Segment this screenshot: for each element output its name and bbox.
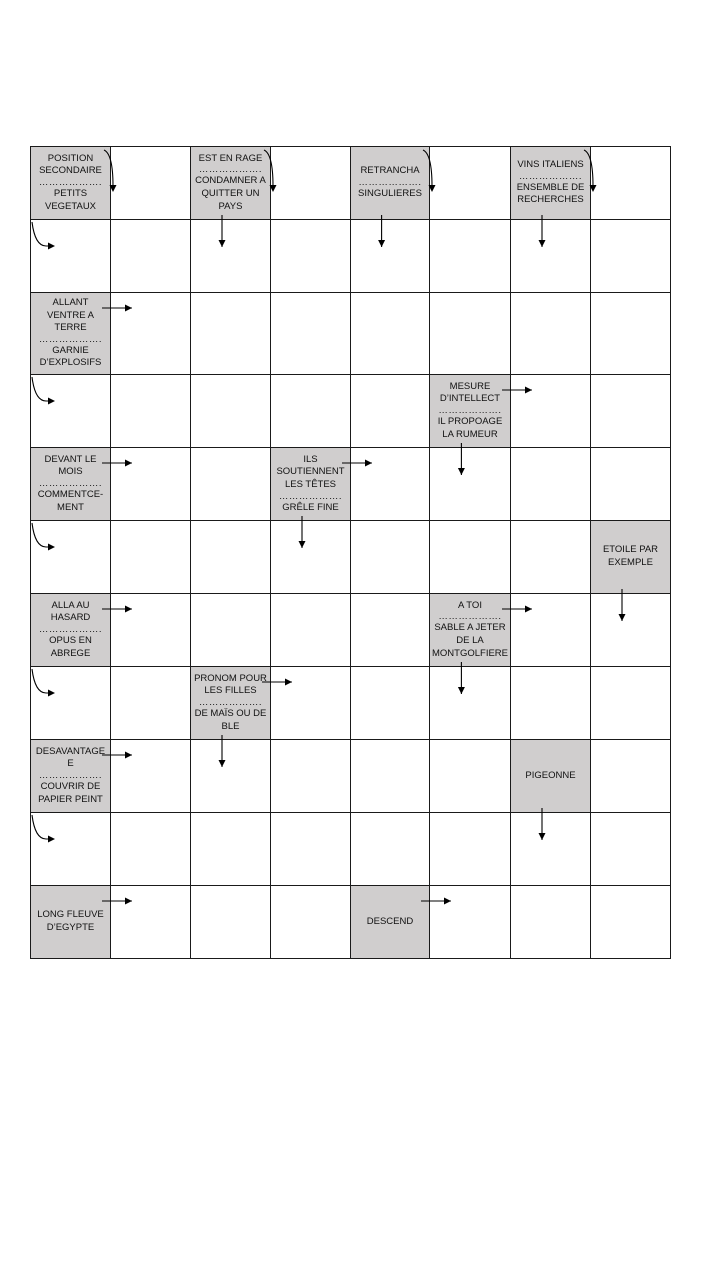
grid-row xyxy=(31,375,671,448)
clue-cell xyxy=(430,594,511,667)
answer-cell[interactable] xyxy=(31,667,111,740)
answer-cell[interactable] xyxy=(111,667,191,740)
answer-cell[interactable] xyxy=(271,375,351,448)
clue-separator: ………………. xyxy=(438,405,502,416)
clue-line: LONG FLEUVE xyxy=(37,909,104,921)
answer-cell[interactable] xyxy=(191,293,271,375)
clue-line: OPUS EN xyxy=(49,635,92,646)
clue-text xyxy=(430,600,510,660)
answer-cell[interactable] xyxy=(430,886,511,959)
answer-cell[interactable] xyxy=(191,594,271,667)
clue-text xyxy=(351,916,429,929)
answer-cell[interactable] xyxy=(271,147,351,220)
clue-line: GARNIE xyxy=(52,344,89,356)
clue-line: PAYS xyxy=(218,200,243,212)
grid-row xyxy=(31,740,671,813)
answer-cell[interactable] xyxy=(511,220,591,293)
answer-cell[interactable] xyxy=(591,813,671,886)
clue-text xyxy=(271,454,350,514)
answer-cell[interactable] xyxy=(191,448,271,521)
clue-line: MENT xyxy=(57,501,84,513)
grid-row xyxy=(31,813,671,886)
clue-separator: ………………. xyxy=(38,478,103,489)
clue-cell xyxy=(351,886,430,959)
clue-cell xyxy=(31,448,111,521)
clue-cell xyxy=(31,886,111,959)
clue-line: PETITS xyxy=(53,188,88,199)
answer-cell[interactable] xyxy=(111,594,191,667)
answer-cell[interactable] xyxy=(351,594,430,667)
answer-cell[interactable] xyxy=(271,813,351,886)
clue-cell xyxy=(31,293,111,375)
clue-line: TERRE xyxy=(54,322,87,334)
clue-separator: ………………. xyxy=(38,177,103,188)
answer-cell[interactable] xyxy=(111,886,191,959)
clue-line: EXEMPLE xyxy=(608,557,653,568)
clue-line: D’EGYPTE xyxy=(46,922,95,933)
clue-text xyxy=(31,746,110,806)
answer-cell[interactable] xyxy=(430,813,511,886)
answer-cell[interactable] xyxy=(31,813,111,886)
clue-text xyxy=(511,159,590,207)
clue-text xyxy=(191,153,270,213)
answer-cell[interactable] xyxy=(430,220,511,293)
clue-cell xyxy=(191,147,271,220)
clue-separator: ………………. xyxy=(198,697,263,708)
answer-cell[interactable] xyxy=(31,220,111,293)
clue-text xyxy=(31,153,110,213)
clue-line: COMMENTCE- xyxy=(37,489,104,500)
clue-line: LES FILLES xyxy=(204,685,257,697)
clue-line: DE MAÏS OU DE xyxy=(194,708,267,719)
clue-line: EST EN RAGE xyxy=(198,152,263,164)
clue-cell xyxy=(430,375,511,448)
answer-cell[interactable] xyxy=(511,293,591,375)
answer-cell[interactable] xyxy=(511,813,591,886)
answer-cell[interactable] xyxy=(351,220,430,293)
clue-line: MONTGOLFIERE xyxy=(432,647,509,659)
clue-cell xyxy=(511,740,591,813)
answer-cell[interactable] xyxy=(430,667,511,740)
clue-cell xyxy=(31,740,111,813)
clue-line: A TOI xyxy=(458,599,482,611)
clue-line: PAPIER PEINT xyxy=(38,793,103,805)
answer-cell[interactable] xyxy=(591,448,671,521)
clue-line: DE LA xyxy=(456,635,484,646)
clue-line: D’EXPLOSIFS xyxy=(39,357,102,369)
clue-line: ETOILE PAR xyxy=(602,544,659,556)
answer-cell[interactable] xyxy=(430,521,511,594)
answer-cell[interactable] xyxy=(511,886,591,959)
grid-row xyxy=(31,594,671,667)
clue-separator: ………………. xyxy=(518,170,583,182)
clue-line: VEGETAUX xyxy=(44,200,97,212)
clue-line: MESURE xyxy=(449,380,491,392)
clue-line: SINGULIERES xyxy=(358,188,422,199)
clue-line: SOUTIENNENT xyxy=(276,466,345,478)
clue-text xyxy=(430,381,510,441)
clue-cell xyxy=(271,448,351,521)
answer-cell[interactable] xyxy=(511,375,591,448)
clue-line: VENTRE A xyxy=(47,309,94,321)
clue-line: COUVRIR DE xyxy=(40,781,101,792)
clue-separator: ………………. xyxy=(38,333,103,345)
answer-cell[interactable] xyxy=(111,220,191,293)
answer-cell[interactable] xyxy=(271,740,351,813)
clue-line: BLE xyxy=(221,720,240,732)
grid-row xyxy=(31,147,671,220)
answer-cell[interactable] xyxy=(511,521,591,594)
answer-cell[interactable] xyxy=(591,594,671,667)
clue-line: LES TÊTES xyxy=(284,479,337,490)
grid-row xyxy=(31,448,671,521)
grid-row xyxy=(31,886,671,959)
answer-cell[interactable] xyxy=(111,147,191,220)
clue-line: ALLANT xyxy=(52,297,89,309)
clue-cell xyxy=(591,521,671,594)
answer-cell[interactable] xyxy=(591,220,671,293)
clue-separator: ………………. xyxy=(278,490,343,502)
answer-cell[interactable] xyxy=(351,293,430,375)
answer-cell[interactable] xyxy=(351,740,430,813)
answer-cell[interactable] xyxy=(191,740,271,813)
answer-cell[interactable] xyxy=(511,594,591,667)
answer-cell[interactable] xyxy=(31,375,111,448)
clue-line: PIGEONNE xyxy=(525,769,576,781)
answer-cell[interactable] xyxy=(271,667,351,740)
clue-line: IL PROPOAGE xyxy=(437,416,503,427)
answer-cell[interactable] xyxy=(191,375,271,448)
clue-line: VINS ITALIENS xyxy=(517,159,584,171)
clue-separator: ………………. xyxy=(38,624,103,635)
answer-cell[interactable] xyxy=(591,293,671,375)
clue-line: D’INTELLECT xyxy=(439,393,501,405)
clue-line: POSITION xyxy=(47,152,94,164)
clue-line: HASARD xyxy=(50,612,91,624)
clue-line: DESCEND xyxy=(366,915,414,927)
clue-line: GRÊLE FINE xyxy=(282,501,339,513)
grid-row xyxy=(31,521,671,594)
answer-cell[interactable] xyxy=(191,813,271,886)
clue-separator: ………………. xyxy=(358,177,422,188)
clue-text xyxy=(351,165,429,200)
answer-cell[interactable] xyxy=(430,740,511,813)
answer-cell[interactable] xyxy=(271,594,351,667)
clue-text xyxy=(31,297,110,370)
answer-cell[interactable] xyxy=(111,375,191,448)
answer-cell[interactable] xyxy=(271,293,351,375)
answer-cell[interactable] xyxy=(111,293,191,375)
answer-cell[interactable] xyxy=(591,375,671,448)
clue-cell xyxy=(511,147,591,220)
clue-cell xyxy=(191,667,271,740)
answer-cell[interactable] xyxy=(351,448,430,521)
answer-cell[interactable] xyxy=(191,220,271,293)
answer-cell[interactable] xyxy=(111,813,191,886)
clue-cell xyxy=(31,594,111,667)
answer-cell[interactable] xyxy=(351,813,430,886)
answer-cell[interactable] xyxy=(591,667,671,740)
answer-cell[interactable] xyxy=(591,740,671,813)
clue-text xyxy=(31,909,110,934)
clue-line: ALLA AU xyxy=(51,599,90,611)
answer-cell[interactable] xyxy=(271,886,351,959)
clue-line: QUITTER UN xyxy=(201,188,260,199)
clue-line: RETRANCHA xyxy=(360,165,420,177)
clue-line: PRONOM POUR xyxy=(194,672,267,684)
clue-line: SABLE A JETER xyxy=(434,622,506,634)
answer-cell[interactable] xyxy=(111,740,191,813)
answer-cell[interactable] xyxy=(191,886,271,959)
clue-line: ILS xyxy=(303,453,318,465)
clue-separator: ………………. xyxy=(198,164,263,176)
clue-line: LA RUMEUR xyxy=(442,428,498,440)
answer-cell[interactable] xyxy=(111,448,191,521)
clue-cell xyxy=(31,147,111,220)
answer-cell[interactable] xyxy=(430,448,511,521)
clue-separator: ………………. xyxy=(438,611,502,623)
clue-line: ENSEMBLE DE xyxy=(516,181,585,193)
answer-cell[interactable] xyxy=(430,147,511,220)
clue-line: SECONDAIRE xyxy=(39,165,102,177)
clue-cell xyxy=(351,147,430,220)
answer-cell[interactable] xyxy=(31,521,111,594)
answer-cell[interactable] xyxy=(351,375,430,448)
answer-cell[interactable] xyxy=(511,667,591,740)
answer-cell[interactable] xyxy=(591,147,671,220)
clue-text xyxy=(511,770,590,783)
grid-row xyxy=(31,667,671,740)
answer-cell[interactable] xyxy=(271,220,351,293)
clue-line: CONDAMNER A xyxy=(195,175,266,187)
grid-row xyxy=(31,293,671,375)
clue-text xyxy=(591,544,670,569)
answer-cell[interactable] xyxy=(511,448,591,521)
clue-separator: ………………. xyxy=(38,770,103,781)
answer-cell[interactable] xyxy=(351,521,430,594)
grid-row xyxy=(31,220,671,293)
clue-line: RECHERCHES xyxy=(517,194,584,206)
answer-cell[interactable] xyxy=(271,521,351,594)
answer-cell[interactable] xyxy=(430,293,511,375)
clue-text xyxy=(31,600,110,660)
clue-line: DESAVANTAGEE xyxy=(35,745,106,770)
answer-cell[interactable] xyxy=(191,521,271,594)
clue-line: ABREGE xyxy=(50,647,91,659)
answer-cell[interactable] xyxy=(591,886,671,959)
clue-text xyxy=(191,673,270,733)
answer-cell[interactable] xyxy=(351,667,430,740)
answer-cell[interactable] xyxy=(111,521,191,594)
clue-line: DEVANT LE xyxy=(44,453,97,465)
clue-text xyxy=(31,454,110,514)
crossword-grid xyxy=(30,146,671,959)
clue-line: MOIS xyxy=(58,466,83,478)
